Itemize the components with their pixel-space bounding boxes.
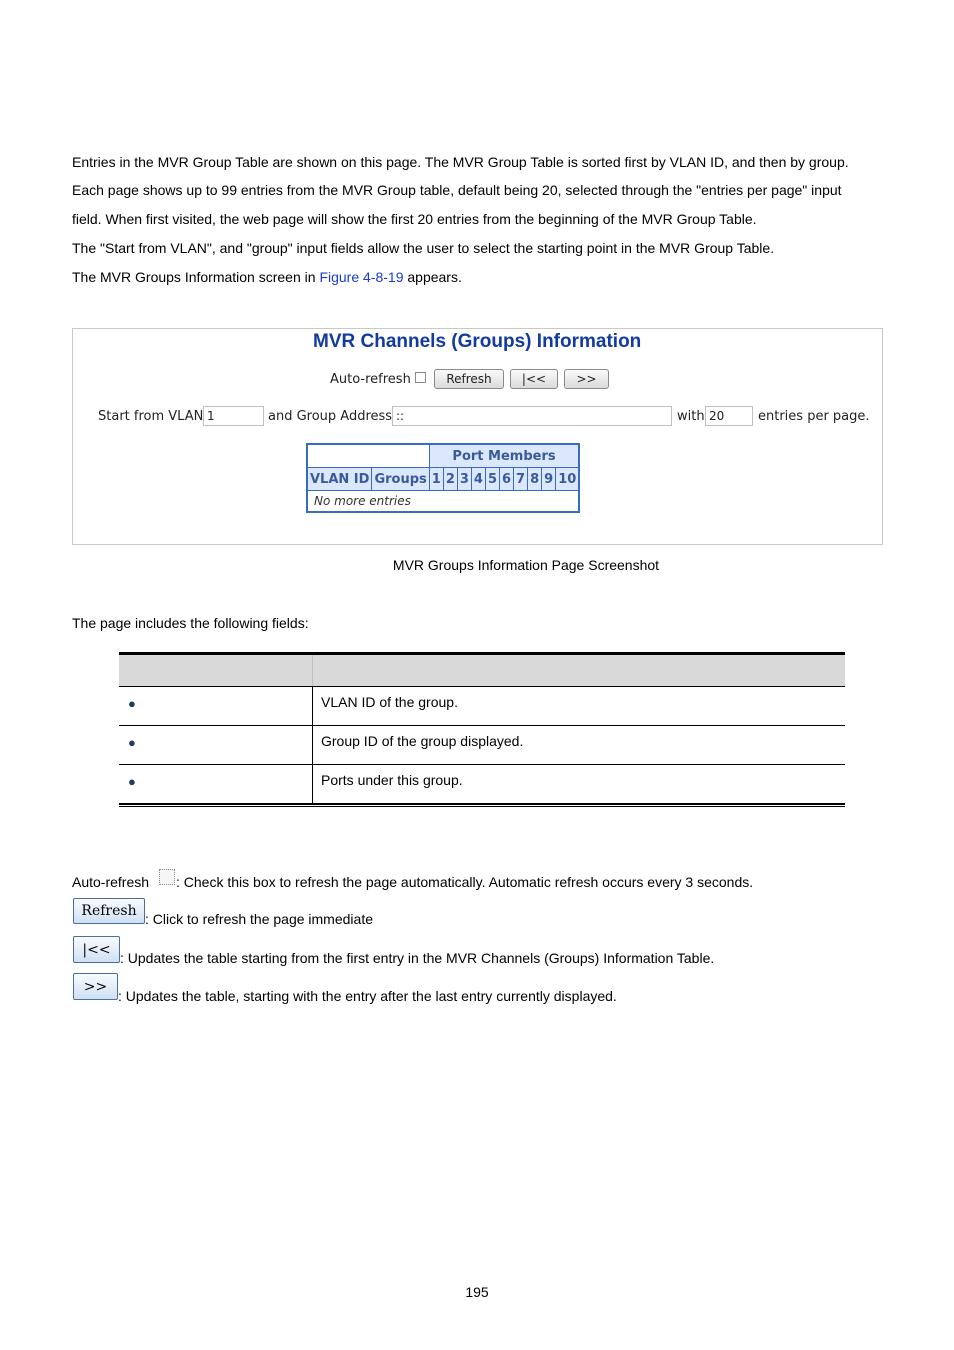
figure-caption: MVR Groups Information Page Screenshot: [392, 557, 660, 573]
intro-line-2: Each page shows up to 99 entries from the MVR Group table, default being 20, selected through the "entries per page" input: [72, 182, 842, 198]
bullet-icon: ●: [128, 696, 136, 711]
table-bottom-rule-2: [119, 806, 845, 807]
first-legend-desc: : Updates the table starting from the first entry in the MVR Channels (Groups) Information Table.: [120, 950, 715, 966]
port-header-1: 1: [429, 468, 443, 491]
no-entries-cell: No more entries: [307, 491, 579, 513]
intro-line-5-prefix: The MVR Groups Information screen in: [72, 269, 320, 285]
port-header-2: 2: [443, 468, 457, 491]
next-legend-desc: : Updates the table, starting with the entry after the last entry currently displayed.: [118, 988, 617, 1004]
port-header-9: 9: [542, 468, 556, 491]
port-header-10: 10: [556, 468, 580, 491]
object-cell: [119, 765, 313, 803]
intro-line-3: field. When first visited, the web page will show the first 20 entries from the beginning of the MVR Group Table.: [72, 211, 757, 227]
group-address-input[interactable]: ::: [392, 406, 672, 426]
bullet-icon: ●: [128, 735, 136, 750]
refresh-legend-desc: : Click to refresh the page immediate: [145, 911, 373, 927]
table-row: [119, 725, 845, 764]
intro-line-5-suffix: appears.: [403, 269, 462, 285]
port-header-8: 8: [528, 468, 542, 491]
port-header-3: 3: [457, 468, 471, 491]
vlan-id-header: VLAN ID: [307, 468, 372, 491]
blank-header-cell: [307, 444, 429, 468]
mvr-groups-screenshot: [72, 328, 883, 545]
entries-per-page-input[interactable]: 20: [705, 406, 753, 426]
auto-refresh-legend-checkbox[interactable]: [159, 869, 175, 885]
port-members-header: Port Members: [429, 444, 579, 468]
figure-link[interactable]: Figure 4-8-19: [319, 269, 404, 285]
fields-table: [119, 652, 845, 807]
description-cell: Ports under this group.: [321, 772, 463, 788]
port-header-6: 6: [500, 468, 514, 491]
first-page-button[interactable]: |<<: [510, 369, 558, 389]
intro-line-5: [72, 268, 462, 286]
start-vlan-input[interactable]: 1: [203, 406, 264, 426]
port-header-4: 4: [471, 468, 485, 491]
object-cell: [119, 687, 313, 725]
bullet-icon: ●: [128, 774, 136, 789]
next-legend-button[interactable]: >>: [73, 973, 118, 1000]
refresh-button[interactable]: Refresh: [434, 369, 504, 389]
start-vlan-label: Start from VLAN: [98, 409, 204, 424]
auto-refresh-checkbox[interactable]: [415, 372, 426, 383]
port-members-table: [306, 443, 580, 513]
description-cell: Group ID of the group displayed.: [321, 733, 524, 749]
object-cell: [119, 726, 313, 764]
description-cell: VLAN ID of the group.: [321, 694, 458, 710]
entries-per-page-label: entries per page.: [758, 409, 870, 424]
port-header-7: 7: [514, 468, 528, 491]
auto-refresh-legend-desc: : Check this box to refresh the page automatically. Automatic refresh occurs every 3 seconds.: [176, 874, 754, 890]
first-legend-button[interactable]: |<<: [73, 936, 120, 963]
fields-intro: The page includes the following fields:: [72, 615, 309, 631]
fields-table-header: [119, 655, 845, 686]
refresh-legend-button[interactable]: Refresh: [73, 898, 145, 924]
next-page-button[interactable]: >>: [564, 369, 609, 389]
table-row: [119, 686, 845, 725]
screenshot-title: MVR Channels (Groups) Information: [313, 331, 642, 352]
with-label: with: [677, 409, 705, 424]
header-object-cell: [119, 655, 313, 686]
port-header-5: 5: [485, 468, 499, 491]
intro-line-1: Entries in the MVR Group Table are shown on this page. The MVR Group Table is sorted first by VLAN ID, and then by group.: [72, 154, 849, 170]
auto-refresh-label: Auto-refresh: [330, 372, 411, 387]
auto-refresh-legend-label: Auto-refresh: [72, 874, 150, 890]
table-row: [119, 764, 845, 803]
groups-header: Groups: [372, 468, 429, 491]
intro-line-4: The "Start from VLAN", and "group" input fields allow the user to select the starting point in the MVR Group Table.: [72, 240, 775, 256]
page-number: 195: [465, 1284, 489, 1300]
group-address-label: and Group Address: [268, 409, 393, 424]
